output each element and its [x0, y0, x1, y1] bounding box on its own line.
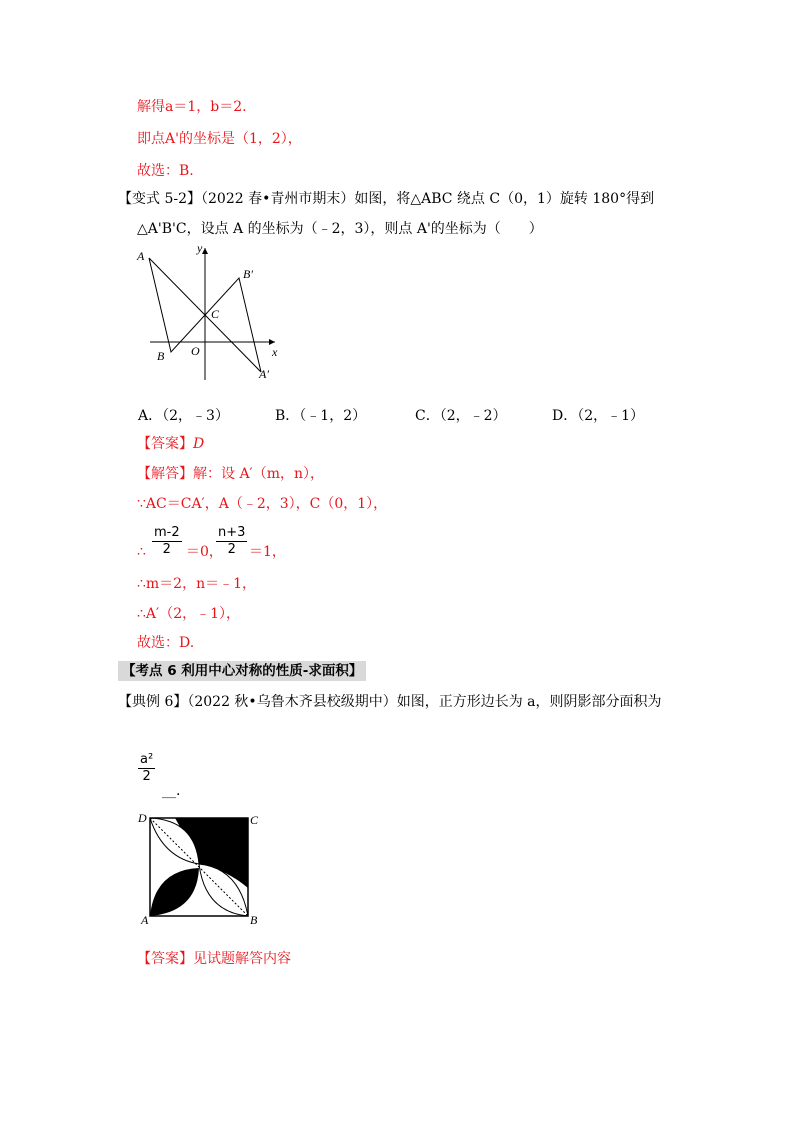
triangle-abc [149, 258, 205, 352]
problem-line-1 [118, 190, 654, 208]
answer2-value: 见试题解答内容 [193, 951, 291, 967]
answer2-tag: 【答案】 [137, 951, 193, 967]
label-a: A [137, 249, 145, 263]
explanation-line-2: ∵AC＝CA′，A（﹣2，3），C（0，1）， [137, 496, 388, 512]
label-y: y [197, 241, 203, 255]
explanation-line-6: 故选：D. [137, 635, 195, 651]
y-axis-arrow [202, 248, 208, 254]
explanation-eq-1: ＝1， [249, 544, 286, 560]
answer-value: D [193, 436, 205, 452]
label-b: B [157, 349, 165, 363]
example6-blank: __. [162, 783, 181, 799]
label-c: C [211, 307, 220, 321]
option-d: D．（2，﹣1） [552, 408, 645, 424]
rotation-figure [135, 240, 285, 385]
label-o: O [191, 344, 200, 358]
label-c2: C [250, 813, 259, 827]
label-a2: A [141, 913, 149, 927]
explanation-tag: 【解答】 [137, 466, 193, 482]
answer2-line [137, 950, 291, 968]
explanation-text-1: 解：设 A′（m，n）， [193, 466, 325, 482]
explanation-line-4: ∴m＝2，n＝﹣1， [137, 576, 257, 592]
solution-line-2: 即点A'的坐标是（1，2）， [137, 131, 302, 147]
example6-text: 【典例 6】（2022 秋•乌鲁木齐县校级期中）如图，正方形边长为 a，则阴影部分面积为 [118, 694, 662, 710]
label-d: D [138, 811, 147, 825]
label-b2: B [250, 913, 258, 927]
fraction-n: $\frac{n+3}{2}$ [218, 525, 246, 557]
triangle-a-prime-b-prime-c [205, 278, 261, 372]
fraction-m: $\frac{m-2}{2}$ [154, 525, 180, 557]
explanation-therefore: ∴ [137, 544, 146, 560]
section-header: 【考点 6 利用中心对称的性质-求面积】 [118, 661, 366, 681]
explanation-eq-0: ＝0， [186, 544, 223, 560]
label-x: x [272, 345, 278, 359]
explanation-line-5: ∴A′（2，﹣1）， [137, 606, 241, 622]
solution-line-1: 解得a＝1，b＝2. [137, 99, 247, 115]
problem-tag: 【变式 5-2】 [118, 191, 201, 207]
square-figure [135, 808, 265, 930]
solution-line-3: 故选：B. [137, 163, 194, 179]
option-a: A．（2，﹣3） [138, 408, 229, 424]
example6-fraction: $\frac{\text{a²}}{2}$ [140, 752, 154, 784]
answer-tag: 【答案】 [137, 436, 193, 452]
option-c: C．（2，﹣2） [415, 408, 507, 424]
problem-line-2: △A'B'C，设点 A 的坐标为（﹣2，3），则点 A'的坐标为（ ） [137, 221, 543, 237]
problem-text-1: （2022 春•青州市期末）如图，将△ABC 绕点 C（0，1）旋转 180°得到 [201, 191, 655, 207]
label-b-prime: B′ [243, 267, 253, 281]
answer-line [137, 435, 204, 453]
label-a-prime: A′ [259, 367, 269, 381]
option-b: B．（﹣1，2） [275, 408, 367, 424]
shaded-leaf-bottom [150, 868, 199, 916]
explanation-line-1 [137, 465, 324, 483]
